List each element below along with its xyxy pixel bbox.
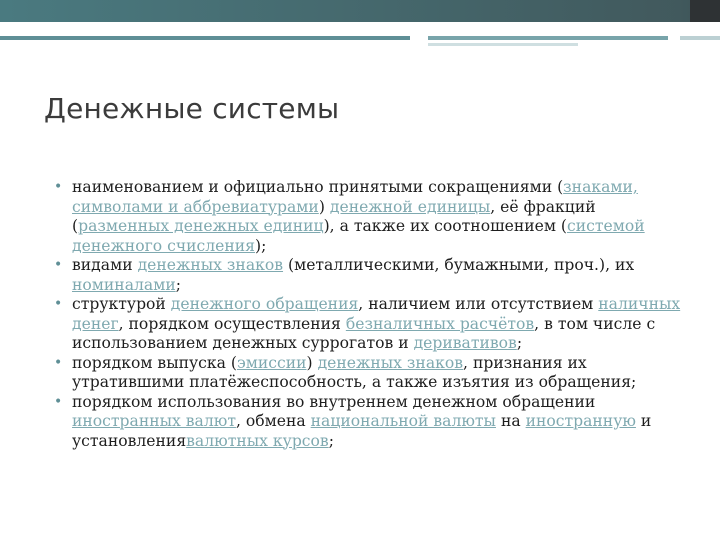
- bullet-text: , обмена: [235, 412, 311, 430]
- bullet-text: порядком выпуска (: [72, 353, 237, 372]
- bullet-text: , порядком осуществления: [118, 314, 346, 333]
- term-link[interactable]: денежной единицы: [329, 197, 491, 216]
- header-corner-block: [690, 0, 720, 22]
- bullet-marker: •: [54, 393, 63, 410]
- bullet-text: );: [255, 236, 267, 255]
- term-link[interactable]: номиналами: [72, 275, 176, 294]
- list-item: [54, 178, 694, 256]
- bullet-text: ;: [175, 275, 181, 294]
- term-link[interactable]: денежных знаков: [317, 353, 464, 372]
- bullet-text: на: [495, 412, 526, 430]
- bullet-marker: •: [54, 354, 63, 371]
- bullet-text: видами: [72, 256, 138, 274]
- term-link[interactable]: иностранных валют: [72, 412, 236, 430]
- accent-line-thin: [428, 43, 578, 46]
- bullet-text: ;: [328, 431, 334, 450]
- term-link[interactable]: наличных денег: [72, 295, 681, 333]
- term-link[interactable]: разменных денежных единиц: [78, 217, 324, 235]
- bullet-marker: •: [54, 257, 63, 273]
- term-link[interactable]: эмиссии: [237, 353, 307, 372]
- list-item: [54, 295, 694, 354]
- bullet-text: структурой: [72, 295, 171, 313]
- bullet-text: , признания их утратившими платёжеспособность, а также изъятия из обращения;: [72, 353, 637, 391]
- accent-line-left: [0, 36, 410, 40]
- term-link[interactable]: безналичных расчётов: [345, 314, 535, 333]
- bullet-text: и установления: [72, 412, 652, 450]
- bullet-text: наименованием и официально принятыми сокращениями (: [72, 178, 564, 196]
- term-link[interactable]: денежного обращения: [170, 295, 359, 313]
- accent-line-right: [680, 36, 720, 40]
- bullet-text: ), а также их соотношением (: [323, 217, 568, 235]
- list-item: [54, 354, 694, 393]
- bullet-text: ): [306, 353, 318, 372]
- term-link[interactable]: системой денежного счисления: [72, 217, 645, 255]
- term-link[interactable]: иностранную: [525, 412, 636, 430]
- term-link[interactable]: валютных курсов: [186, 431, 329, 450]
- term-link[interactable]: денежных знаков: [137, 256, 284, 274]
- bullet-text: ): [318, 197, 330, 216]
- list-item: [54, 393, 694, 452]
- bullet-text: , в том числе с использованием денежных суррогатов и: [72, 314, 656, 352]
- slide-title: Денежные системы: [44, 92, 340, 125]
- slide-content: [54, 178, 694, 451]
- bullet-text: ;: [516, 334, 523, 352]
- list-item: [54, 256, 694, 295]
- term-link[interactable]: знаками, символами и аббревиатурами: [72, 178, 638, 216]
- bullet-text: (металлическими, бумажными, проч.), их: [283, 256, 635, 274]
- bullet-text: , наличием или отсутствием: [358, 295, 599, 313]
- bullet-text: , её фракций (: [72, 197, 596, 235]
- accent-line-middle: [428, 36, 668, 40]
- bullet-marker: •: [54, 296, 63, 312]
- term-link[interactable]: национальной валюты: [310, 412, 496, 430]
- header-band-shade: [0, 0, 720, 22]
- term-link[interactable]: деривативов: [413, 334, 517, 352]
- bullet-list: [54, 178, 694, 451]
- bullet-marker: •: [54, 179, 63, 195]
- bullet-text: порядком использования во внутреннем денежном обращении: [72, 392, 596, 411]
